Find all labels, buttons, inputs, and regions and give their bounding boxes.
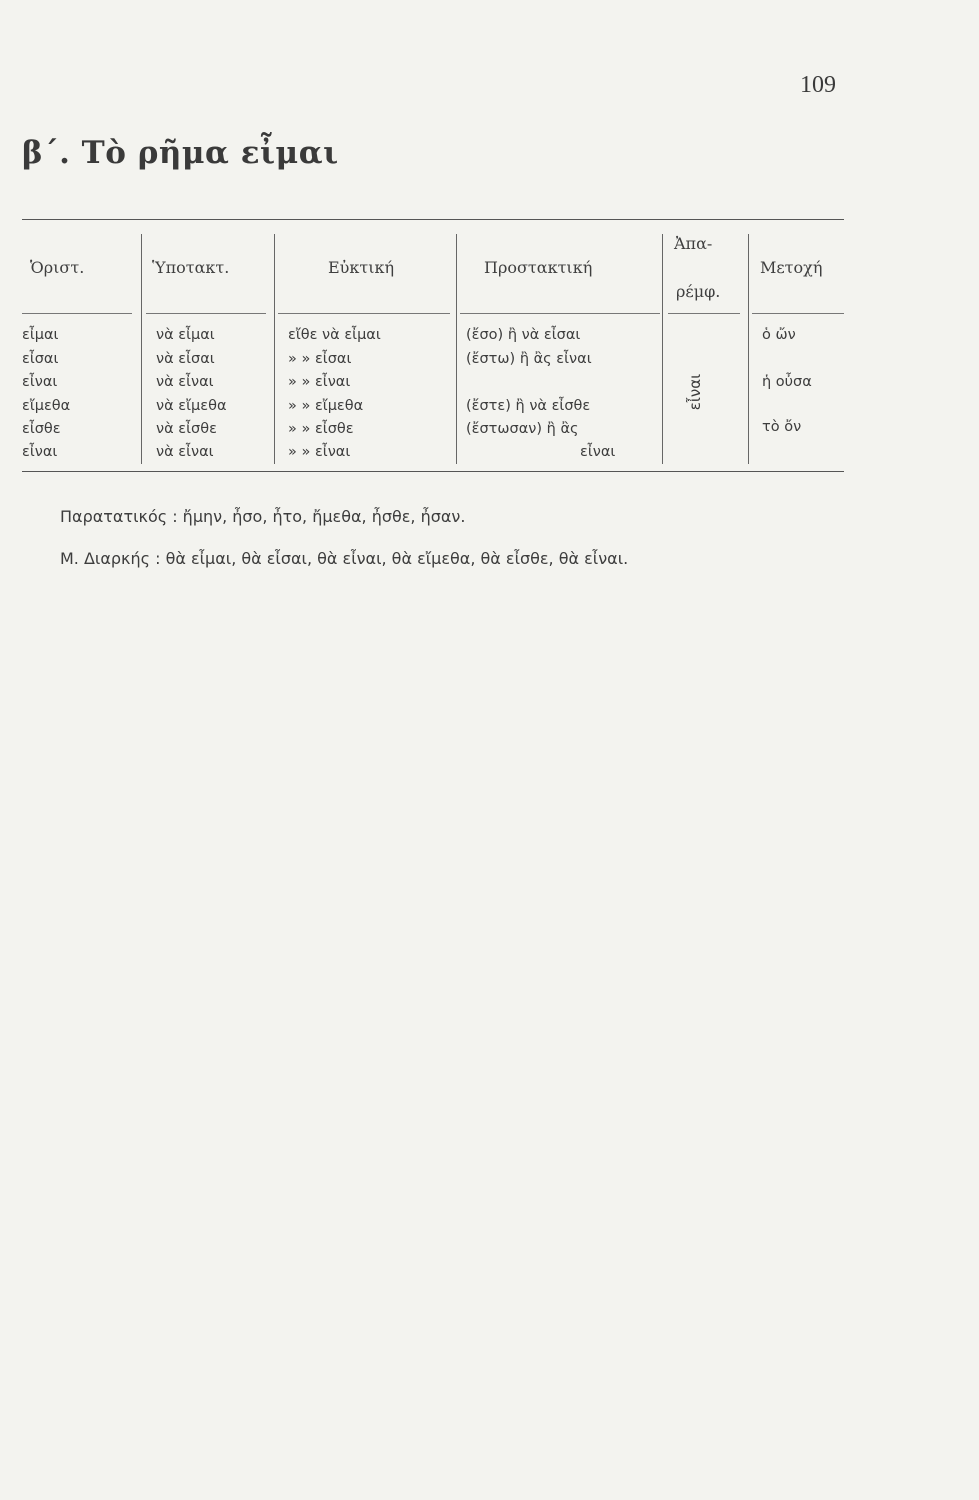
header-underline — [22, 313, 132, 314]
cell-metochi: ὁ ὤν — [762, 327, 796, 343]
cell-oristiki: εἶναι — [22, 374, 58, 390]
cell-ypotaktiki: νὰ εἶσαι — [156, 351, 215, 367]
table-bottom-rule — [22, 471, 844, 472]
table-top-rule — [22, 219, 844, 220]
header-aparemfato-line1: Ἀπα- — [674, 234, 713, 253]
footnote-mellontas: Μ. Διαρκής : θὰ εἶμαι, θὰ εἶσαι, θὰ εἶναι, θὰ εἴμεθα, θὰ εἶσθε, θὰ εἶναι. — [60, 549, 629, 568]
column-divider — [274, 234, 275, 464]
column-divider — [662, 234, 663, 464]
cell-efktiki: » » εἶσαι — [288, 351, 352, 367]
header-aparemfato-line2: ρέμφ. — [676, 282, 721, 301]
cell-prostaktiki: (ἔστω) ἢ ἂς εἶναι — [466, 351, 592, 367]
cell-ypotaktiki: νὰ εἶναι — [156, 374, 214, 390]
cell-efktiki: » » εἶσθε — [288, 421, 354, 437]
cell-oristiki: εἶσαι — [22, 351, 59, 367]
cell-metochi: τὸ ὄν — [762, 419, 802, 435]
page-number: 109 — [800, 72, 836, 98]
header-oristiki: Ὁριστ. — [30, 258, 85, 277]
cell-prostaktiki: εἶναι — [580, 444, 616, 460]
header-underline — [146, 313, 266, 314]
cell-ypotaktiki: νὰ εἴμεθα — [156, 398, 227, 414]
header-ypotaktiki: Ὑποτακτ. — [152, 258, 230, 277]
header-underline — [278, 313, 450, 314]
cell-efktiki: » » εἶναι — [288, 444, 351, 460]
cell-efktiki: » » εἴμεθα — [288, 398, 364, 414]
header-prostaktiki: Προστακτική — [484, 258, 593, 277]
column-divider — [141, 234, 142, 464]
header-underline — [460, 313, 660, 314]
cell-prostaktiki: (ἔσο) ἢ νὰ εἶσαι — [466, 327, 581, 343]
cell-aparemfato: εἶναι — [686, 373, 704, 411]
cell-ypotaktiki: νὰ εἶναι — [156, 444, 214, 460]
cell-oristiki: εἶμαι — [22, 327, 59, 343]
section-heading: β΄. Τὸ ρῆμα εἶμαι — [22, 135, 339, 171]
cell-oristiki: εἶναι — [22, 444, 58, 460]
header-efktiki: Εὐκτική — [328, 258, 395, 277]
header-underline — [668, 313, 740, 314]
cell-ypotaktiki: νὰ εἶμαι — [156, 327, 215, 343]
header-underline — [752, 313, 844, 314]
cell-metochi: ἡ οὖσα — [762, 374, 812, 390]
cell-efktiki: » » εἶναι — [288, 374, 351, 390]
header-metochi: Μετοχή — [760, 258, 823, 277]
column-divider — [456, 234, 457, 464]
cell-prostaktiki: (ἔστε) ἢ νὰ εἶσθε — [466, 398, 591, 414]
cell-prostaktiki: (ἔστωσαν) ἢ ἂς — [466, 421, 579, 437]
column-divider — [748, 234, 749, 464]
cell-ypotaktiki: νὰ εἶσθε — [156, 421, 217, 437]
footnote-paratatikos: Παρατατικός : ἤμην, ἦσο, ἦτο, ἤμεθα, ἦσθε, ἦσαν. — [60, 507, 466, 526]
cell-oristiki: εἶσθε — [22, 421, 61, 437]
cell-efktiki: εἴθε νὰ εἶμαι — [288, 327, 381, 343]
cell-oristiki: εἴμεθα — [22, 398, 71, 414]
